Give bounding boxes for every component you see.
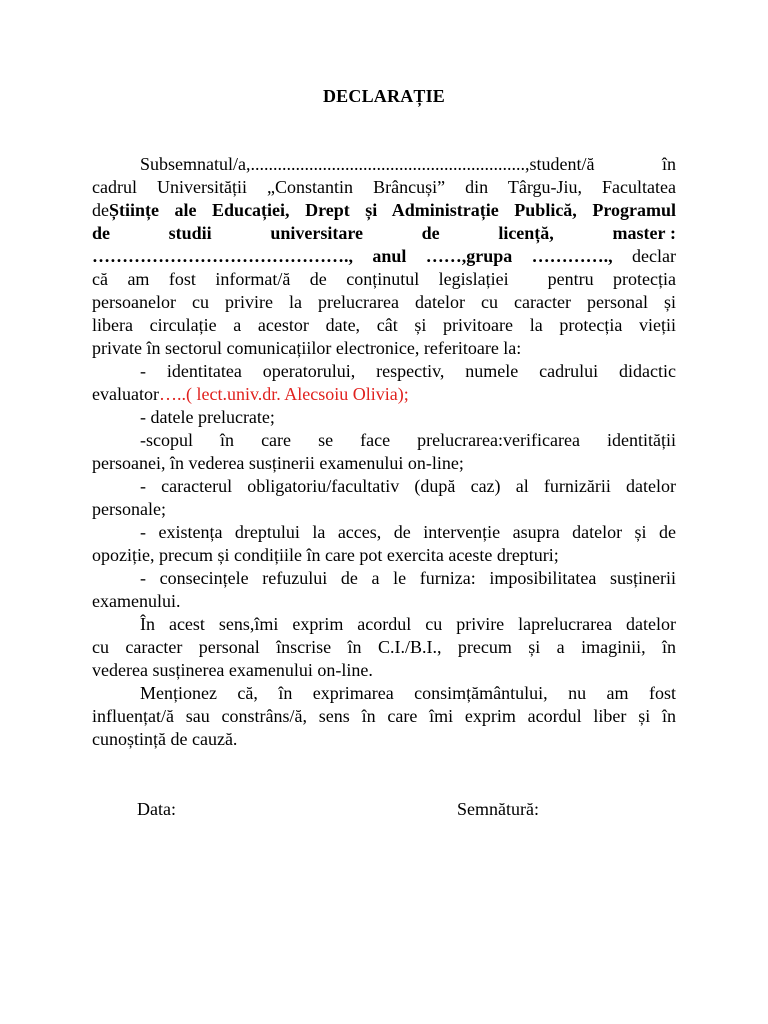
text-line: examenului. <box>92 591 181 611</box>
text-line: private în sectorul comunicațiilor electronice, referitoare la: <box>92 338 522 358</box>
text-line: vederea susținerea examenului on-line. <box>92 660 373 680</box>
text-line: persoanelor cu privire la prelucrarea datelor cu caracter personal și <box>92 292 676 312</box>
text-line: - existența dreptului la acces, de intervenție asupra datelor și de <box>140 522 676 542</box>
date-label: Data: <box>137 799 176 819</box>
text-line: În acest sens,îmi exprim acordul cu privire laprelucrarea datelor <box>140 614 676 634</box>
text-line: ……………………………………., anul ……,grupa …………., declar <box>92 246 676 266</box>
text-line: -scopul în care se face prelucrarea:verificarea identității <box>140 430 676 450</box>
text-line: persoanei, în vederea susținerii examenului on-line; <box>92 453 464 473</box>
text-line: personale; <box>92 499 166 519</box>
text-line: Subsemnatul/a,.............................................................,student/ă în <box>140 154 676 174</box>
text-line: opoziție, precum și condițiile în care pot exercita aceste drepturi; <box>92 545 559 565</box>
text-line: - datele prelucrate; <box>140 407 275 427</box>
signature-label: Semnătură: <box>457 799 539 819</box>
text-line: libera circulație a acestor date, cât și privitoare la protecția vieții <box>92 315 676 335</box>
text-line: cunoștință de cauză. <box>92 729 238 749</box>
text-line: de studii universitare de licență, master : <box>92 223 676 243</box>
text-line: deȘtiințe ale Educației, Drept și Administrație Publică, Programul <box>92 200 676 220</box>
text-line: evaluator…..( lect.univ.dr. Alecsoiu Olivia); <box>92 384 409 404</box>
text-line: cadrul Universității „Constantin Brâncuși” din Târgu-Jiu, Facultatea <box>92 177 676 197</box>
text-line: - consecințele refuzului de a le furniza: imposibilitatea susținerii <box>140 568 676 588</box>
text-line: că am fost informat/ă de conținutul legislației pentru protecția <box>92 269 676 289</box>
text-line: influențat/ă sau constrâns/ă, sens în care îmi exprim acordul liber și în <box>92 706 676 726</box>
text-line: - caracterul obligatoriu/facultativ (după caz) al furnizării datelor <box>140 476 676 496</box>
text-line: cu caracter personal înscrise în C.I./B.I., precum și a imaginii, în <box>92 637 676 657</box>
document-title: DECLARAȚIE <box>322 86 446 106</box>
text-line: - identitatea operatorului, respectiv, numele cadrului didactic <box>140 361 676 381</box>
text-line: Menționez că, în exprimarea consimțământului, nu am fost <box>140 683 676 703</box>
evaluator-name: …..( lect.univ.dr. Alecsoiu Olivia); <box>158 384 409 404</box>
